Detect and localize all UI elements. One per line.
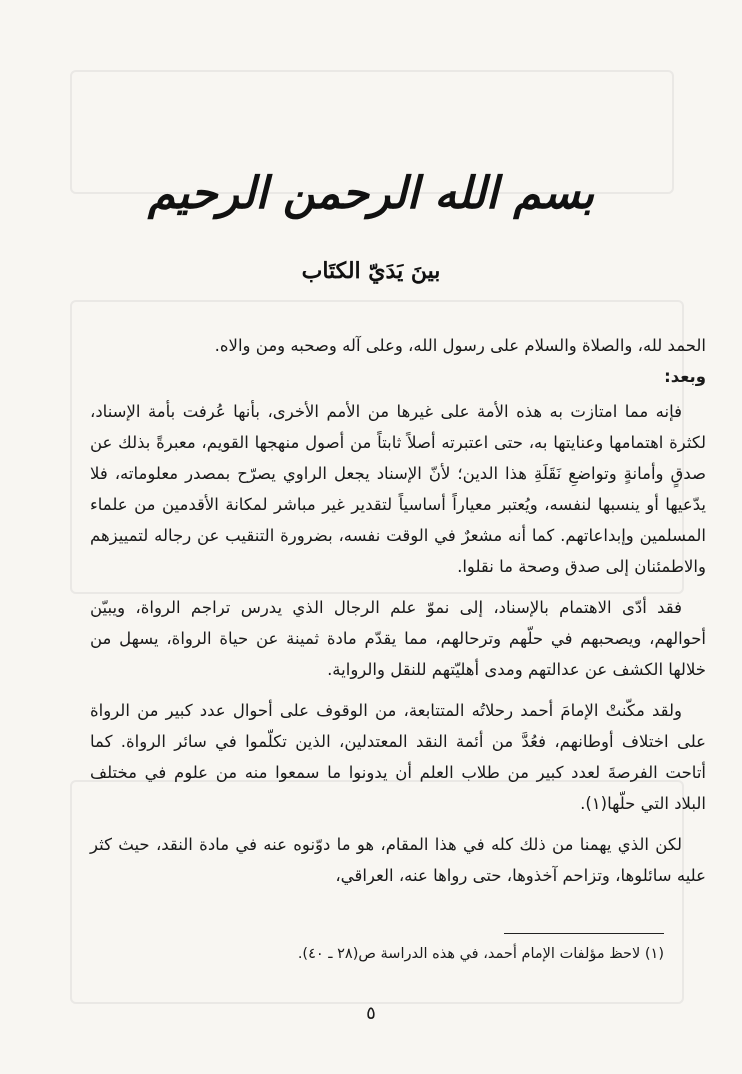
main-text [90,330,706,901]
footnote-divider [504,933,664,934]
paragraph: فقد أدّى الاهتمام بالإسناد، إلى نموّ علم الرجال الذي يدرس تراجم الرواة، ويبيّن أحوالهم، ويصحبهم في حلّهم وترحالهم، مما يقدّم مادة ثمينة عن حياة الرواة، يسهل من خلالها الكشف عن عدالتهم ومدى أهليّتهم للنقل والرواية. [90,598,706,679]
transition-word: وبعد: [664,367,706,386]
page-title: بينَ يَدَيّ الكتَاب [301,258,441,284]
opening-line: الحمد لله، والصلاة والسلام على رسول الله، وعلى آله وصحبه ومن والاه. [214,336,706,355]
footnote: (١) لاحظ مؤلفات الإمام أحمد، في هذه الدراسة ص(٢٨ ـ ٤٠). [297,946,664,962]
paragraph: ولقد مكّنتْ الإمامَ أحمد رحلاتُه المتتابعة، من الوقوف على أحوال عدد كبير من الرواة على اختلاف أوطانهم، فعُدَّ من أئمة النقد المعتدلين، الذين تكلّموا في سائر الرواة. كما أتاحت الفرصةَ لعدد كبير من طلاب العلم أن يدونوا ما سمعوا منه من علوم في مختلف البلاد التي حلّها(١). [90,701,706,813]
paragraph: فإنه مما امتازت به هذه الأمة على غيرها من الأمم الأخرى، بأنها عُرفت بأمة الإسناد، لكثرة اهتمامها وعنايتها به، حتى اعتبرته أصلاً ثابتاً من أصول منهجها القويم، معبرةً بذلك عن صدقٍ وأمانةٍ وتواضعِ نَقَلَةِ هذا الدين؛ لأنّ الإسناد يجعل الراوي يصرّح بمصدر معلوماته، فلا يدّعيها أو ينسبها لنفسه، ويُعتبر معياراً أساسياً لتقدير غير مباشر لمكانة الأقدمين من علماء المسلمين وإبداعاتهم. كما أنه مشعرٌ في الوقت نفسه، بضرورة التنقيب عن رجاله لتمييزهم والاطمئنان إلى صدق وصحة ما نقلوا. [90,402,706,576]
page-number: ٥ [366,1003,376,1024]
paragraph: لكن الذي يهمنا من ذلك كله في هذا المقام، هو ما دوّنوه عنه في مادة النقد، حيث كثر عليه سائلوها، وتزاحم آخذوها، حتى رواها عنه، العراقي، [90,835,706,885]
basmala-heading: بسم الله الرحمن الرحيم [147,168,595,219]
